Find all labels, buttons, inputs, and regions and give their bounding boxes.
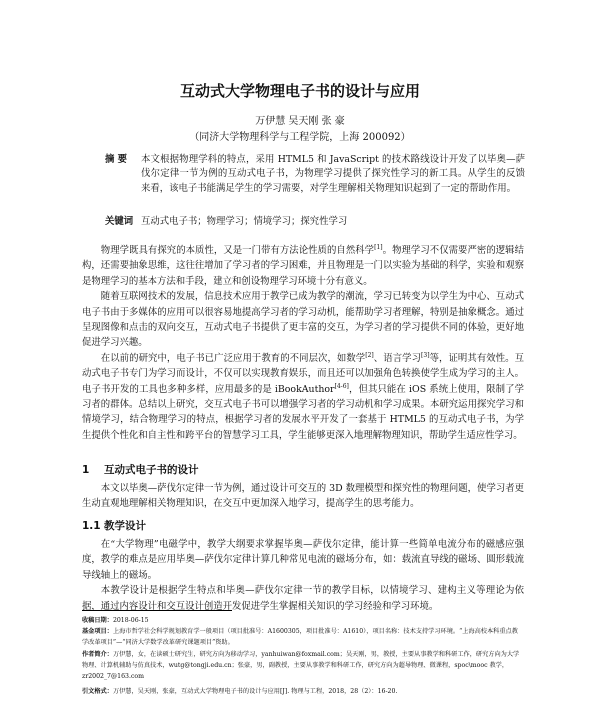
footnote-fund-value: 上海市哲学社会科学规划教育学一般项目（项目批准号：A1600305，项目批准号：A1610），项目名称：技术支持学习环境。“上海高校本科重点教学改革项目”—“同济大学数学改革研究课题项目”资助。 xyxy=(82,628,518,647)
abstract-block xyxy=(105,153,525,196)
section-1-paragraph: 本文以毕奥—萨伐尔定律一节为例，通过设计可交互的 3D 数理模型和探究性的物理问题，使学习者更生动直观地理解相关物理知识，在交互中更加深入地学习，提高学生的思考能力。 xyxy=(82,483,524,510)
footnote-author-label: 作者简介： xyxy=(82,650,113,658)
section-1-title: 互动式电子书的设计 xyxy=(104,464,199,476)
citation-ref: [1] xyxy=(374,243,383,251)
paper-title: 互动式大学物理电子书的设计与应用 xyxy=(179,82,420,100)
intro-paragraph-3 xyxy=(82,351,524,443)
section-1-1-heading xyxy=(82,518,146,533)
intro-p3-text-b: 、语言学习 xyxy=(373,352,422,364)
intro-p1-text-b: 。物理学习不仅需要严密的逻辑结构，还需要抽象思维，这往往增加了学习者的学习困难，并且物理是一门以实验为基础的科学，实验和观察是物理学习的基本方法和手段，建立和创设物理学习环境十分有意义。 xyxy=(82,245,524,287)
paper-affiliation: （同济大学物理科学与工程学院，上海 200092） xyxy=(189,132,411,143)
intro-p3-text-a: 在以前的研究中，电子书已广泛应用于教育的不同层次，如数学 xyxy=(100,352,366,364)
intro-p3-text-c: 等，证明其有效性。互动式电子书专门为学习而设计，不仅可以实现教育娱乐，而且还可以加强角色转换使学生成为学习的主人。电子书开发的工具也多种多样，应用最多的是 iBookAuthor xyxy=(82,352,524,395)
citation-label: 引文格式： xyxy=(82,688,113,695)
section-1-1-number: 1.1 xyxy=(82,520,101,532)
footnote-divider xyxy=(82,610,232,611)
intro-p1-text-a: 物理学既具有探究的本质性，又是一门带有方法论性质的自然科学 xyxy=(100,245,375,256)
citation-ref: [4-6] xyxy=(334,382,349,390)
keywords-block xyxy=(105,215,525,229)
intro-paragraph-1 xyxy=(82,243,524,289)
section-1-1-paragraph-2: 本教学设计是根据学生特点和毕奥—萨伐尔定律一节的教学目标，以情境学习、建构主义等理论为依据，通过内容设计和交互设计创造开发促进学生掌握相关知识的学习经验和学习环境。 xyxy=(82,585,524,612)
footnote-received-label: 收稿日期： xyxy=(82,617,113,624)
abstract-label: 摘 要 xyxy=(105,154,128,165)
footnote-author-value: 万伊慧，女，在读硕士研究生，研究方向为移动学习，yanhuiwan@foxmail.com；吴天刚，男，教授，主要从事教学和科研工作，研究方向为大学物理、计算机辅助与仿真技术，wutg@tongji.edu.cn；张豪，男，副教授，主要从事教学和科研工作，研究方向为超导物理、微课程，spoc\mooc 教学，zr2002_7@163.com xyxy=(82,650,520,681)
intro-section xyxy=(82,243,524,443)
keywords-text: 互动式电子书；物理学习；情境学习；探究性学习 xyxy=(141,216,348,227)
paper-authors: 万伊慧 吴天刚 张 豪 xyxy=(255,116,345,127)
footnote-received xyxy=(82,615,524,626)
section-1-1-title: 教学设计 xyxy=(104,520,146,532)
footnote-fund xyxy=(82,626,524,648)
citation-ref: [3] xyxy=(421,351,430,359)
intro-paragraph-2: 随着互联网技术的发展，信息技术应用于教学已成为教学的潮流，学习已转变为以学生为中心、互动式电子书由于多媒体的应用可以很容易地提高学习者的学习动机，能帮助学习者理解，特别是抽象概念。通过呈现图像和点击的双向交互，互动式电子书提供了更丰富的交互，为学习者的学习提供不同的体验，更好地促进学习兴趣。 xyxy=(82,291,524,349)
section-1-heading xyxy=(82,462,199,477)
citation-format xyxy=(82,686,524,695)
footnote-received-value: 2018-06-15 xyxy=(112,617,149,624)
section-1-1-body xyxy=(82,537,524,614)
section-1-1-paragraph-1: 在“大学物理”电磁学中，教学大纲要求掌握毕奥—萨伐尔定律，能计算一些简单电流分布的磁感应强度，教学的难点是应用毕奥—萨伐尔定律计算几种常见电流的磁场分布，如：载流直导线的磁场、圆形载流导线轴上的磁场。 xyxy=(82,539,524,581)
footnotes xyxy=(82,615,524,682)
section-1-number: 1 xyxy=(82,464,90,476)
footnote-author xyxy=(82,649,524,683)
citation-value: 万伊慧，吴天刚，张豪，互动式大学物理电子书的设计与应用[J]. 物理与工程，2018，28（2）：16-20. xyxy=(112,688,398,695)
abstract-text: 本文根据物理学科的特点，采用 HTML5 和 JavaScript 的技术路线设计开发了以毕奥—萨伐尔定律一节为例的互动式电子书，为物理学习提供了探究性学习的新工具。从学生的反馈来看，该电子书能满足学生的学习需要，对学生理解相关物理知识起到了一定的帮助作用。 xyxy=(141,154,525,194)
intro-p3-text-d: ，但其只能在 iOS 系统上使用，限制了学习者的群体。总结以上研究，交互式电子书可以增强学习者的学习动机和学习成果。本研究运用探究学习和情境学习，结合物理学习的特点，根据学习者的发展水平开发了一套基于 HTML5 的互动式电子书，为学生提供个性化和自主性和跨平台的智慧学习工具，学生能够更深入地理解物理知识，帮助学生适应性学习。 xyxy=(82,383,525,441)
keywords-label: 关键词 xyxy=(105,216,134,227)
section-1-body xyxy=(82,481,524,512)
citation-ref: [2] xyxy=(365,351,374,359)
footnote-fund-label: 基金项目： xyxy=(82,628,113,636)
